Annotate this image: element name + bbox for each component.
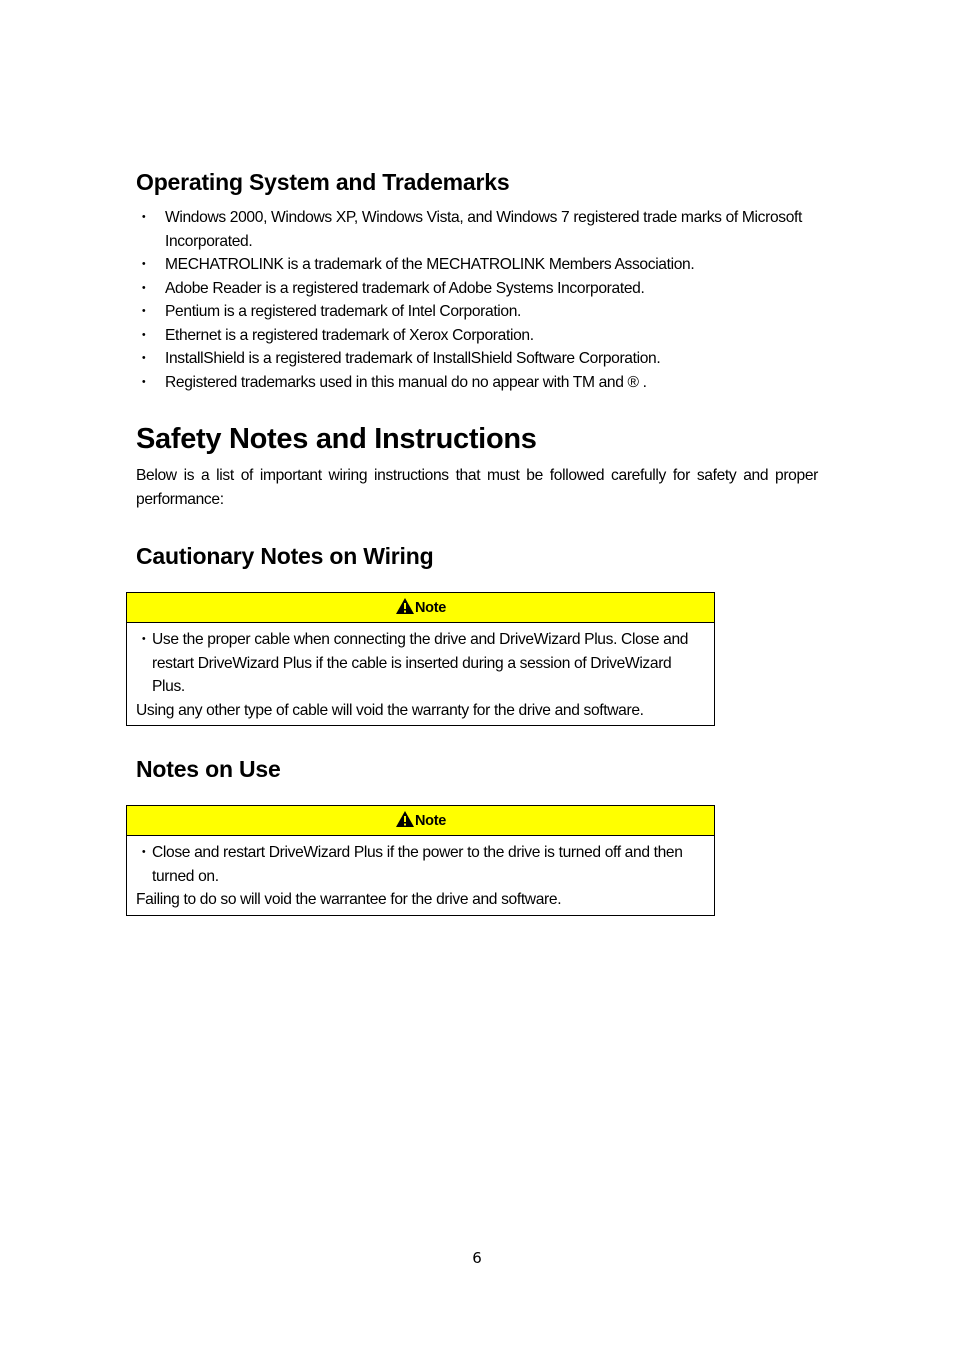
use-note-box xyxy=(126,805,715,916)
note-footer: Failing to do so will void the warrantee for the drive and software. xyxy=(136,891,562,908)
bullet-glyph: ・ xyxy=(136,373,152,391)
note-header xyxy=(127,806,714,836)
warning-triangle-icon xyxy=(395,810,415,828)
list-item: ・ InstallShield is a registered trademark of InstallShield Software Corporation. xyxy=(136,347,836,371)
list-item: ・ Windows 2000, Windows XP, Windows Vista, and Windows 7 registered trade marks of Microsoft Incorporated. xyxy=(136,206,836,253)
bullet-glyph: ・ xyxy=(136,844,152,861)
note-body xyxy=(127,836,714,915)
note-header xyxy=(127,593,714,623)
bullet-glyph: ・ xyxy=(136,326,152,344)
list-item: ・ MECHATROLINK is a trademark of the MECHATROLINK Members Association. xyxy=(136,253,836,277)
bullet-glyph: ・ xyxy=(136,279,152,297)
trademark-list xyxy=(136,206,836,394)
bullet-glyph: ・ xyxy=(136,631,152,648)
safety-intro: Below is a list of important wiring instructions that must be followed carefully for safety and proper performance: xyxy=(136,467,818,508)
note-bullet-item: ・ Use the proper cable when connecting the drive and DriveWizard Plus. Close and restart DriveWizard Plus if the cable is inserted during a session of DriveWizard Plus. xyxy=(136,628,706,699)
list-item: ・ Adobe Reader is a registered trademark of Adobe Systems Incorporated. xyxy=(136,277,836,301)
list-item: ・ Ethernet is a registered trademark of Xerox Corporation. xyxy=(136,324,836,348)
list-item: ・ Pentium is a registered trademark of Intel Corporation. xyxy=(136,300,836,324)
trademarks-heading: Operating System and Trademarks xyxy=(136,169,510,195)
page-number: 6 xyxy=(472,1249,482,1267)
wiring-note-box xyxy=(126,592,715,726)
note-title: Note xyxy=(414,812,447,829)
list-item: ・ Registered trademarks used in this manual do no appear with TM and ® . xyxy=(136,371,836,395)
use-heading: Notes on Use xyxy=(136,756,281,782)
note-bullet-item: ・ Close and restart DriveWizard Plus if the power to the drive is turned off and then turned on. xyxy=(136,841,706,888)
note-title: Note xyxy=(414,599,447,616)
bullet-glyph: ・ xyxy=(136,350,152,367)
safety-heading: Safety Notes and Instructions xyxy=(136,423,537,455)
bullet-glyph: ・ xyxy=(136,256,152,273)
note-body xyxy=(127,623,714,725)
bullet-glyph: ・ xyxy=(136,303,152,320)
bullet-glyph: ・ xyxy=(136,209,152,226)
wiring-heading: Cautionary Notes on Wiring xyxy=(136,543,434,569)
note-footer: Using any other type of cable will void the warranty for the drive and software. xyxy=(136,701,644,719)
warning-triangle-icon xyxy=(395,597,415,615)
